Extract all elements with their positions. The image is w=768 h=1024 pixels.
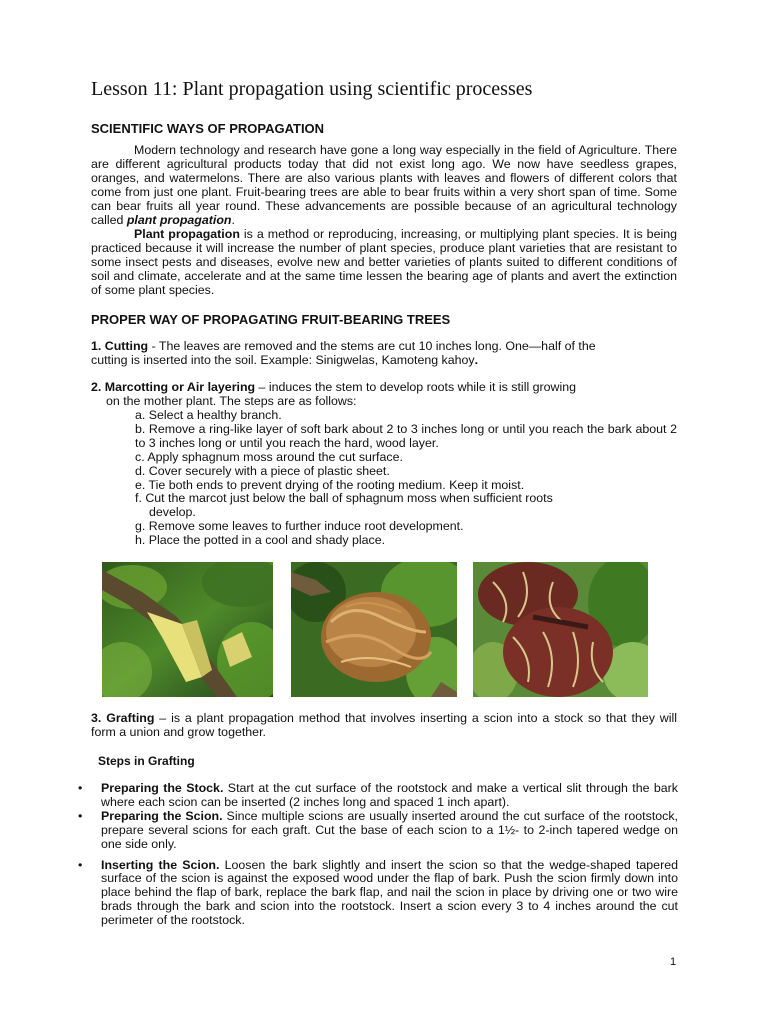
section-heading-proper-way: PROPER WAY OF PROPAGATING FRUIT-BEARING TREES	[91, 312, 451, 327]
photo-plastic-wrapped-roots-image	[473, 562, 648, 697]
marcotting-line-2: on the mother plant. The steps are as follows:	[106, 394, 357, 408]
list-item: • Preparing the Stock. Start at the cut surface of the rootstock and make a vertical slit through the bark where each scion can be inserted (2 inches long and spaced 1 inch apart).	[78, 781, 679, 809]
photo-sphagnum-moss-image	[291, 562, 457, 697]
list-item: develop.	[149, 505, 196, 520]
grafting-paragraph: 3. Grafting – is a plant propagation method that involves inserting a scion into a stock so that they will form a union and grow together.	[91, 711, 677, 739]
list-item: • Preparing the Scion. Since multiple scions are usually inserted around the cut surface of the rootstock, prepare several scions for each graft. Cut the base of each scion to a 1½- to 2-inch tapered wedge on one side only.	[78, 808, 678, 851]
plant-propagation-paragraph: Plant propagation is a method or reproducing, increasing, or multiplying plant species. It is being practiced because it will increase the number of plant species, produce plant varieties that are resistant to some insect pests and diseases, evolve new and better varieties of plants suited to different conditions of soil and climate, accelerate and at the same time lessen the bearing age of plants and avert the extinction of some plant species.	[91, 227, 677, 297]
steps-in-grafting-heading: Steps in Grafting	[98, 754, 195, 768]
grafting-steps-list	[78, 782, 678, 928]
bullet-glyph: •	[78, 781, 83, 795]
cutting-line-2: cutting is inserted into the soil. Example: Sinigwelas, Kamoteng kahoy.	[91, 353, 479, 367]
marcotting-line-1: 2. Marcotting or Air layering – induces the stem to develop roots while it is still growing	[91, 380, 577, 394]
list-item: g. Remove some leaves to further induce root development.	[135, 519, 464, 534]
list-item: f. Cut the marcot just below the ball of sphagnum moss when sufficient roots	[135, 491, 553, 506]
lesson-title: Lesson 11: Plant propagation using scientific processes	[91, 78, 533, 100]
list-item: d. Cover securely with a piece of plastic sheet.	[135, 463, 390, 478]
photo-bark-ring-removed	[102, 562, 273, 697]
list-item: e. Tie both ends to prevent drying of the rooting medium. Keep it moist.	[135, 477, 525, 492]
list-item: b. Remove a ring-like layer of soft bark about 2 to 3 inches long or until you reach the bark about 2 to 3 inches long or until you reach the hard, wood layer.	[135, 421, 677, 450]
intro-paragraph: Modern technology and research have gone a long way especially in the field of Agriculture. There are different agricultural products today that did not exist long ago. We now have seedless grapes, oranges, and watermelons. There are also various plants with leaves and flowers of different colors that come from just one plant. Fruit-bearing trees are able to bear fruits within a very short span of time. Some can bear fruits all year round. These advancements are possible because of an agricultural technology called plant propagation.	[91, 143, 677, 227]
photo-sphagnum-moss	[291, 562, 457, 697]
list-item: c. Apply sphagnum moss around the cut surface.	[135, 449, 403, 464]
list-item: • Inserting the Scion. Loosen the bark slightly and insert the scion so that the wedge-shaped tapered surface of the scion is against the exposed wood under the flap of bark. Push the scion firmly down into place behind the flap of bark, replace the bark flap, and nail the scion in place by driving one or two wire brads through the bark and scion into the rootstock. Insert a scion every 3 to 4 inches around the cut perimeter of the rootstock.	[78, 857, 678, 928]
list-item: a. Select a healthy branch.	[135, 408, 282, 422]
bullet-glyph: •	[78, 857, 83, 872]
plant-propagation-term: plant propagation	[126, 212, 232, 227]
bullet-glyph: •	[78, 808, 83, 823]
page-number: 1	[670, 956, 677, 968]
photo-bark-ring-removed-image	[102, 562, 273, 697]
marcotting-steps-list	[135, 409, 677, 548]
cutting-line-1: 1. Cutting - The leaves are removed and the stems are cut 10 inches long. One—half of the	[91, 339, 596, 353]
section-heading-scientific-ways: SCIENTIFIC WAYS OF PROPAGATION	[91, 121, 325, 136]
photo-plastic-wrapped-roots	[473, 562, 648, 697]
list-item: h. Place the potted in a cool and shady place.	[135, 533, 386, 548]
